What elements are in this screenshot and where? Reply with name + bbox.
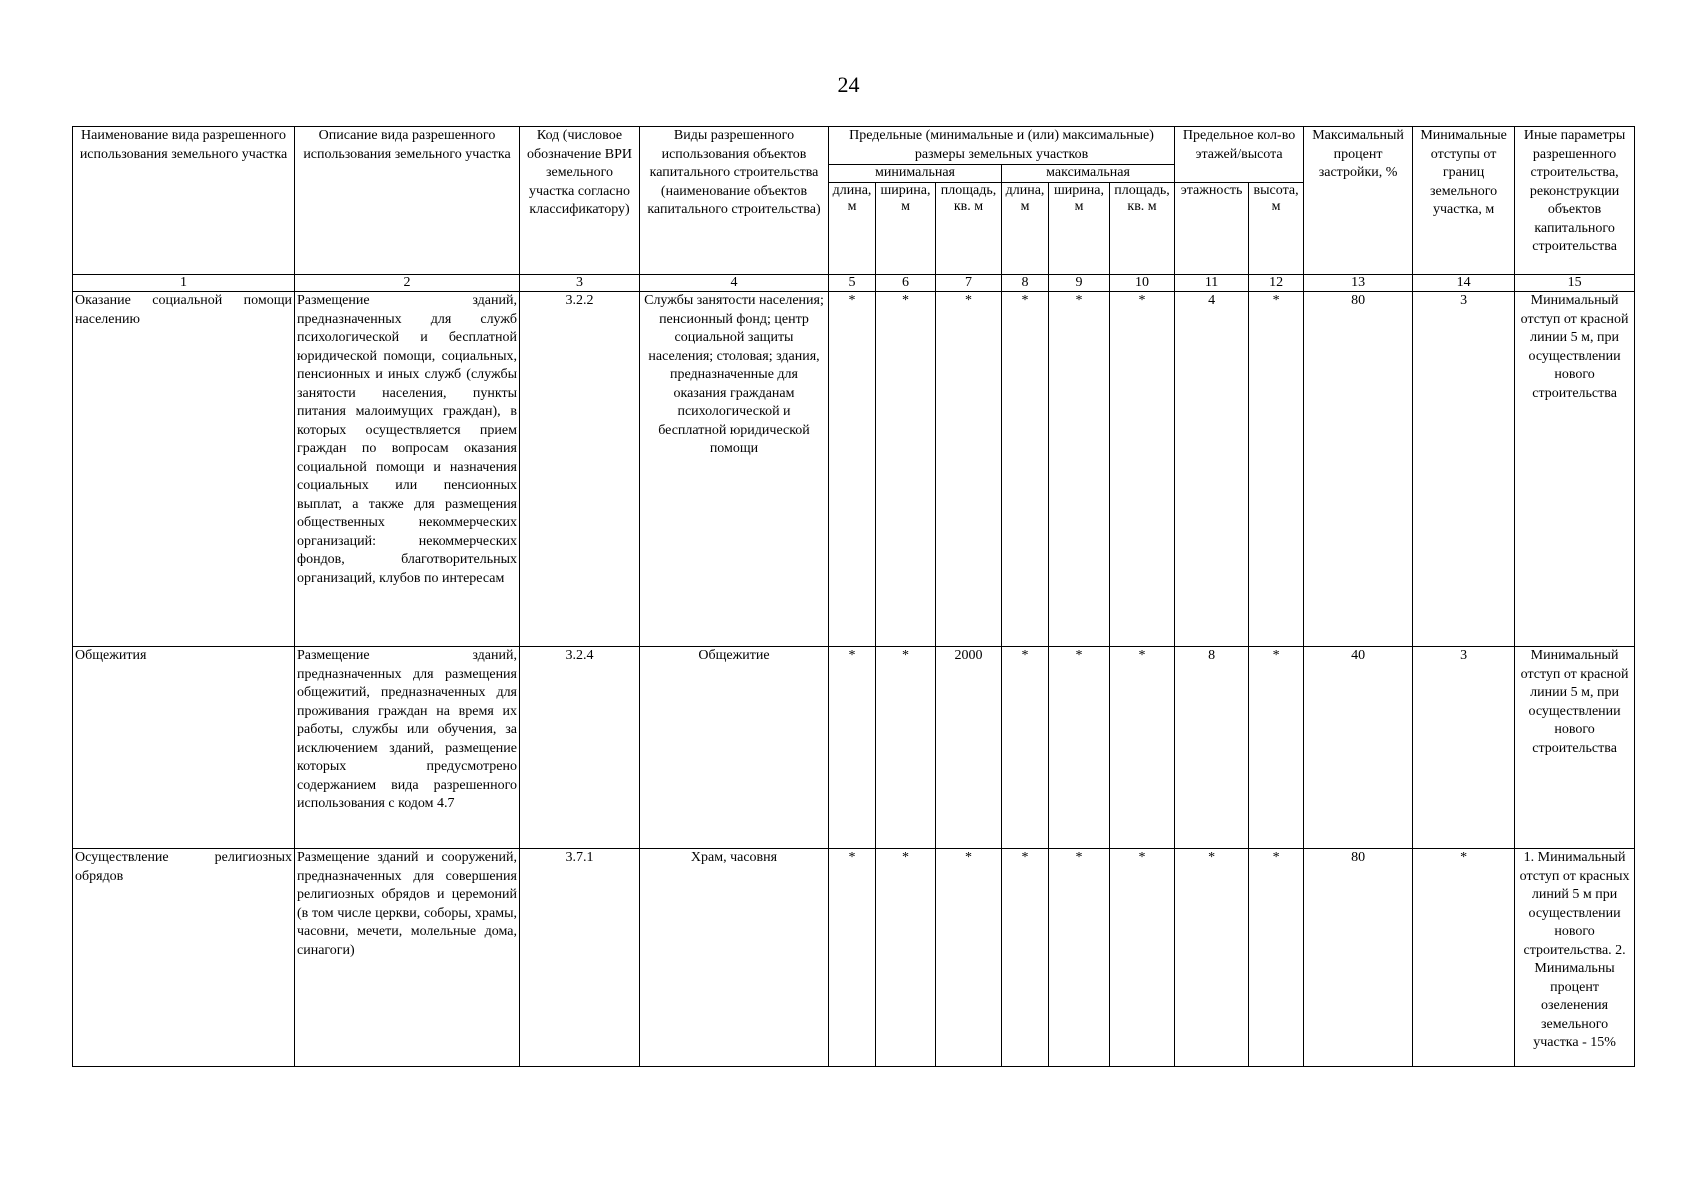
row-floors: 4 <box>1175 292 1249 647</box>
column-number: 15 <box>1515 275 1635 292</box>
row-object-types: Службы занятости населения; пенсионный фонд; центр социальной защиты населения; столовая; здания, предназначенные для оказания гражданам психологической и бесплатной юридической помощи <box>640 292 829 647</box>
row-min-width: * <box>876 292 936 647</box>
row-min-length: * <box>829 647 876 849</box>
row-use-description: Размещение зданий, предназначенных для служб психологической и бесплатной юридической помощи, социальных, пенсионных и иных служб (службы занятости населения, пункты питания малоимущих граждан), в которых осуществляется прием граждан по вопросам оказания социальной помощи и назначения социальных или пенсионных выплат, а также для размещения общественных некоммерческих организаций: некоммерческих фондов, благотворительных организаций, клубов по интересам <box>295 292 520 647</box>
column-number: 7 <box>936 275 1002 292</box>
column-number: 4 <box>640 275 829 292</box>
row-min-setback: 3 <box>1413 292 1515 647</box>
row-max-area: * <box>1110 292 1175 647</box>
header-floors: этажность <box>1175 183 1249 275</box>
column-number: 6 <box>876 275 936 292</box>
row-use-description: Размещение зданий, предназначенных для размещения общежитий, предназначенных для проживания граждан на время их работы, службы или обучения, за исключением зданий, размещение которых предусмотрено содержанием вида разрешенного использования с кодом 4.7 <box>295 647 520 849</box>
column-number: 2 <box>295 275 520 292</box>
page-number: 24 <box>837 72 860 97</box>
row-min-setback: * <box>1413 849 1515 1067</box>
header-max-build-percent: Максимальный процент застройки, % <box>1304 127 1413 275</box>
row-floors: 8 <box>1175 647 1249 849</box>
header-min-setback: Минимальные отступы от границ земельного участка, м <box>1413 127 1515 275</box>
header-max-length: длина, м <box>1002 183 1049 275</box>
header-min-area: площадь, кв. м <box>936 183 1002 275</box>
row-object-types: Общежитие <box>640 647 829 849</box>
row-min-width: * <box>876 647 936 849</box>
column-number: 1 <box>73 275 295 292</box>
row-min-area: * <box>936 849 1002 1067</box>
header-plot-sizes: Предельные (минимальные и (или) максимальные) размеры земельных участков <box>829 127 1175 165</box>
land-use-table <box>72 126 1635 1067</box>
header-min-length: длина, м <box>829 183 876 275</box>
row-floors: * <box>1175 849 1249 1067</box>
row-height: * <box>1249 849 1304 1067</box>
row-max-width: * <box>1049 849 1110 1067</box>
row-other-params: 1. Минимальный отступ от красных линий 5 м при осуществлении нового строительства. 2. Минимальны процент озеленения земельного участка - 15% <box>1515 849 1635 1067</box>
row-code: 3.2.4 <box>520 647 640 849</box>
row-min-length: * <box>829 292 876 647</box>
table-row <box>73 647 1635 849</box>
row-height: * <box>1249 647 1304 849</box>
header-min-width: ширина, м <box>876 183 936 275</box>
header-max: максимальная <box>1002 165 1175 183</box>
column-number: 10 <box>1110 275 1175 292</box>
row-code: 3.7.1 <box>520 849 640 1067</box>
header-code: Код (числовое обозначение ВРИ земельного участка согласно классификатору) <box>520 127 640 275</box>
table-row <box>73 292 1635 647</box>
row-height: * <box>1249 292 1304 647</box>
header-other-params: Иные параметры разрешенного строительства, реконструкции объектов капитального строительства <box>1515 127 1635 275</box>
row-min-area: * <box>936 292 1002 647</box>
header-use-description: Описание вида разрешенного использования земельного участка <box>295 127 520 275</box>
header-max-width: ширина, м <box>1049 183 1110 275</box>
column-number: 13 <box>1304 275 1413 292</box>
header-use-name: Наименование вида разрешенного использования земельного участка <box>73 127 295 275</box>
column-number: 14 <box>1413 275 1515 292</box>
row-max-area: * <box>1110 849 1175 1067</box>
column-number: 5 <box>829 275 876 292</box>
row-max-build-percent: 80 <box>1304 849 1413 1067</box>
row-min-length: * <box>829 849 876 1067</box>
column-number: 8 <box>1002 275 1049 292</box>
header-max-area: площадь, кв. м <box>1110 183 1175 275</box>
row-max-area: * <box>1110 647 1175 849</box>
column-number: 11 <box>1175 275 1249 292</box>
column-numbers-row <box>73 275 1635 292</box>
header-min: минимальная <box>829 165 1002 183</box>
row-max-build-percent: 80 <box>1304 292 1413 647</box>
row-max-width: * <box>1049 647 1110 849</box>
header-floors-height: Предельное кол-во этажей/высота <box>1175 127 1304 183</box>
row-min-setback: 3 <box>1413 647 1515 849</box>
row-max-length: * <box>1002 292 1049 647</box>
row-other-params: Минимальный отступ от красной линии 5 м, при осуществлении нового строительства <box>1515 292 1635 647</box>
row-object-types: Храм, часовня <box>640 849 829 1067</box>
row-code: 3.2.2 <box>520 292 640 647</box>
row-max-length: * <box>1002 849 1049 1067</box>
row-min-width: * <box>876 849 936 1067</box>
table-row <box>73 849 1635 1067</box>
row-min-area: 2000 <box>936 647 1002 849</box>
row-use-name: Осуществление религиозных обрядов <box>73 849 295 1067</box>
row-max-length: * <box>1002 647 1049 849</box>
row-max-build-percent: 40 <box>1304 647 1413 849</box>
header-height: высота, м <box>1249 183 1304 275</box>
row-other-params: Минимальный отступ от красной линии 5 м, при осуществлении нового строительства <box>1515 647 1635 849</box>
row-use-name: Оказание социальной помощи населению <box>73 292 295 647</box>
column-number: 3 <box>520 275 640 292</box>
row-use-name: Общежития <box>73 647 295 849</box>
column-number: 9 <box>1049 275 1110 292</box>
row-use-description: Размещение зданий и сооружений, предназначенных для совершения религиозных обрядов и церемоний (в том числе церкви, соборы, храмы, часовни, мечети, молельные дома, синагоги) <box>295 849 520 1067</box>
column-number: 12 <box>1249 275 1304 292</box>
row-max-width: * <box>1049 292 1110 647</box>
header-object-types: Виды разрешенного использования объектов капитального строительства (наименование объектов капитального строительства) <box>640 127 829 275</box>
header-row-1 <box>73 127 1635 165</box>
